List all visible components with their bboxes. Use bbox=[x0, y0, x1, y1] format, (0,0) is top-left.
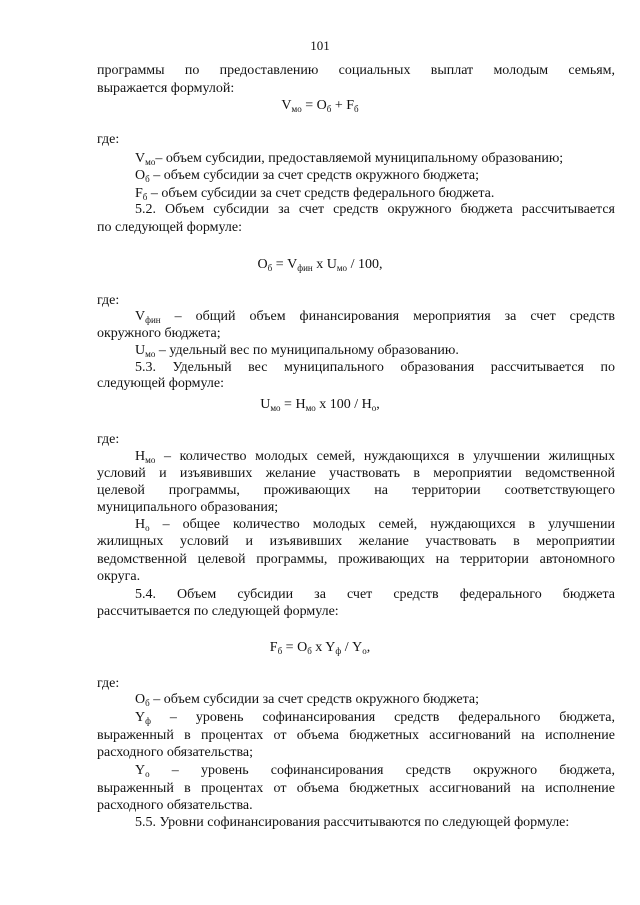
text-line: по следующей формуле: bbox=[97, 220, 242, 235]
text-line: выраженный в процентах от объема бюджетных ассигнований на исполнение bbox=[97, 728, 615, 743]
text-line: 5.2. Объем субсидии за счет средств окружного бюджета рассчитывается bbox=[135, 202, 615, 217]
text-line: условий и изъявивших желание участвовать в мероприятии ведомственной bbox=[97, 466, 615, 481]
formula-f-b: $F_б = О_б$ x $Y_ф / Y_о$, bbox=[269, 640, 371, 656]
text-line: жилищных условий и изъявивших желание участвовать в мероприятии bbox=[97, 534, 615, 549]
text-line: выражается формулой: bbox=[97, 81, 235, 96]
text-line: 5.4. Объем субсидии за счет средств федерального бюджета bbox=[135, 587, 615, 602]
text-line: $Y_ф$ – уровень софинансирования средств федерального бюджета, bbox=[135, 710, 615, 726]
text-line: 5.3. Удельный вес муниципального образования рассчитывается по bbox=[135, 360, 615, 375]
text-line: округа. bbox=[97, 569, 141, 584]
text-line: $Н_о$ – общее количество молодых семей, нуждающихся в улучшении bbox=[135, 517, 615, 533]
formula-u-mo: $U_{мо} = Н_{мо}$ x $100 / Н_о$, bbox=[260, 397, 380, 413]
text-line: расходного обязательства. bbox=[97, 798, 253, 813]
text-line: целевой программы, проживающих на территории соответствующего bbox=[97, 483, 615, 498]
text-line: где: bbox=[97, 432, 120, 447]
text-line: $V_{фин}$ – общий объем финансирования мероприятия за счет средств bbox=[135, 309, 615, 325]
text-line: рассчитывается по следующей формуле: bbox=[97, 604, 339, 619]
text-line: программы по предоставлению социальных выплат молодым семьям, bbox=[97, 63, 615, 78]
formula-v-mo: $V_{мо} = О_б + F_б$ bbox=[281, 98, 359, 114]
text-line: $О_б$ – объем субсидии за счет средств окружного бюджета; bbox=[135, 168, 480, 184]
text-line: $Y_о$ – уровень софинансирования средств окружного бюджета, bbox=[135, 763, 615, 779]
text-line: где: bbox=[97, 293, 120, 308]
text-line: муниципального образования; bbox=[97, 500, 279, 515]
text-line: ведомственной целевой программы, проживающих на территории автономного bbox=[97, 552, 615, 567]
text-line: $F_б$ – объем субсидии за счет средств федерального бюджета. bbox=[135, 186, 495, 202]
text-line: выраженный в процентах от объема бюджетных ассигнований на исполнение bbox=[97, 781, 615, 796]
text-line: где: bbox=[97, 676, 120, 691]
text-line: 5.5. Уровни софинансирования рассчитываются по следующей формуле: bbox=[135, 815, 570, 830]
text-line: $Н_{мо}$ – количество молодых семей, нуждающихся в улучшении жилищных bbox=[135, 449, 615, 465]
page-number: 101 bbox=[310, 38, 330, 53]
text-line: где: bbox=[97, 132, 120, 147]
text-line: расходного обязательства; bbox=[97, 745, 253, 760]
text-line: следующей формуле: bbox=[97, 376, 224, 391]
text-line: $U_{мо}$ – удельный вес по муниципальному образованию. bbox=[135, 343, 459, 359]
text-line: $V_{мо}-$ объем субсидии, предоставляемой муниципальному образованию; bbox=[135, 151, 564, 167]
text-line: $О_б$ – объем субсидии за счет средств окружного бюджета; bbox=[135, 692, 480, 708]
formula-o-b: $О_б = V_{фин}$ x $U_{мо} / 100$, bbox=[257, 257, 383, 273]
text-line: окружного бюджета; bbox=[97, 326, 221, 341]
